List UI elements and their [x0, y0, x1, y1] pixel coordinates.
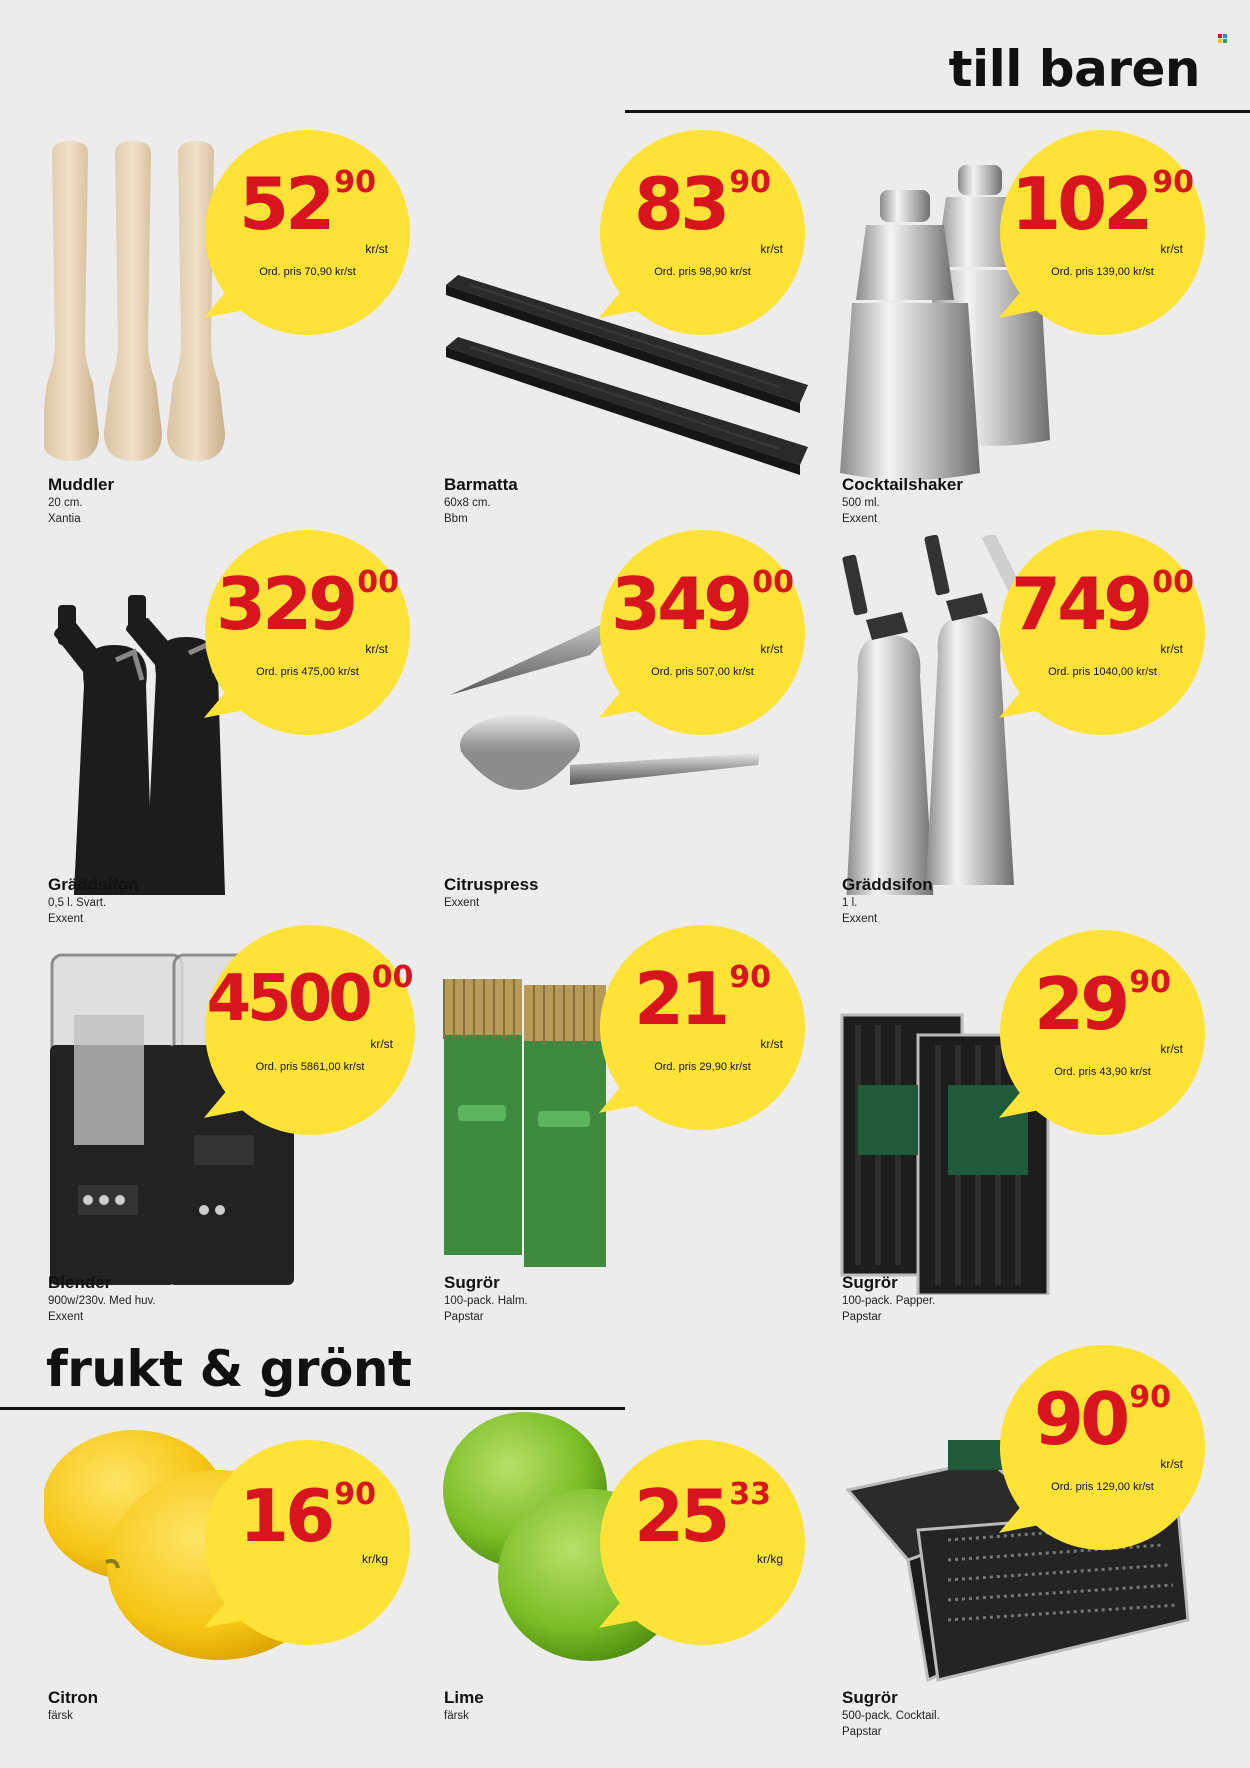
price-cents: 90 — [1129, 1380, 1171, 1415]
product-name: Gräddsifon — [48, 875, 139, 894]
price-unit: kr/kg — [361, 1552, 388, 1566]
product-name: Gräddsifon — [842, 875, 933, 894]
product-name: Muddler — [48, 475, 115, 494]
ordinary-price: Ord. pris 1040,00 kr/st — [1048, 666, 1157, 678]
product-desc: 500 ml. — [842, 497, 880, 509]
product-name: Cocktailshaker — [842, 475, 963, 494]
price-unit: kr/st — [1160, 242, 1183, 256]
product-name: Citruspress — [444, 875, 539, 894]
ordinary-price: Ord. pris 475,00 kr/st — [256, 666, 359, 678]
product-desc: färsk — [444, 1710, 469, 1722]
product-brand: Exxent — [842, 513, 878, 525]
price-bubble-sugror-papper — [1000, 930, 1205, 1135]
product-desc: färsk — [48, 1710, 73, 1722]
section-title-fruit: frukt & grönt — [46, 1340, 412, 1398]
price-bubble-graddsifon-steel — [1000, 530, 1205, 735]
price-bubble-cocktailshaker — [1000, 130, 1205, 335]
product-brand: Papstar — [842, 1311, 882, 1323]
product-brand: Papstar — [842, 1726, 882, 1738]
price-bubble-citron — [205, 1440, 410, 1645]
price-bubble-muddler — [205, 130, 410, 335]
price-bubble-lime — [600, 1440, 805, 1645]
price-main: 16 — [239, 1474, 332, 1558]
ordinary-price: Ord. pris 70,90 kr/st — [259, 266, 356, 278]
product-desc: 0,5 l. Svart. — [48, 897, 107, 909]
price-main: 749 — [1010, 562, 1150, 646]
price-cents: 90 — [729, 960, 771, 995]
price-cents: 90 — [334, 165, 376, 200]
product-desc: 1 l. — [842, 897, 858, 909]
price-main: 83 — [634, 162, 727, 246]
price-main: 21 — [634, 957, 727, 1041]
ordinary-price: Ord. pris 5861,00 kr/st — [255, 1061, 365, 1073]
price-bubble-barmatta — [600, 130, 805, 335]
product-desc: 900w/230v. Med huv. — [48, 1295, 156, 1307]
ordinary-price: Ord. pris 43,90 kr/st — [1054, 1066, 1151, 1078]
price-bubble-sugror-halm — [600, 925, 805, 1130]
product-desc: Exxent — [444, 897, 480, 909]
product-brand: Exxent — [48, 1311, 84, 1323]
price-cents: 90 — [334, 1477, 376, 1512]
price-unit: kr/st — [760, 1037, 783, 1051]
price-cents: 90 — [1152, 165, 1195, 200]
price-unit: kr/st — [760, 642, 783, 656]
product-name: Sugrör — [444, 1273, 500, 1292]
product-name: Lime — [444, 1688, 484, 1707]
ordinary-price: Ord. pris 139,00 kr/st — [1051, 266, 1154, 278]
price-unit: kr/st — [365, 242, 388, 256]
ordinary-price: Ord. pris 129,00 kr/st — [1051, 1481, 1154, 1493]
price-bubble-graddsifon-black — [205, 530, 410, 735]
product-name: Barmatta — [444, 475, 518, 494]
price-cents: 00 — [1152, 565, 1195, 600]
price-main: 25 — [634, 1474, 727, 1558]
price-bubble-sugror-cocktail — [1000, 1345, 1205, 1550]
ordinary-price: Ord. pris 98,90 kr/st — [654, 266, 751, 278]
ordinary-price: Ord. pris 507,00 kr/st — [651, 666, 754, 678]
product-desc: 100-pack. Papper. — [842, 1295, 936, 1307]
price-main: 29 — [1034, 962, 1127, 1046]
price-cents: 00 — [752, 565, 795, 600]
product-brand: Papstar — [444, 1311, 484, 1323]
price-unit: kr/st — [365, 642, 388, 656]
price-unit: kr/st — [1160, 1457, 1183, 1471]
section-title-bar: till baren — [948, 40, 1200, 98]
price-cents: 33 — [729, 1477, 771, 1512]
product-desc: 100-pack. Halm. — [444, 1295, 528, 1307]
price-cents: 90 — [729, 165, 771, 200]
product-name: Blender — [48, 1273, 112, 1292]
section-rule-bar — [625, 110, 1250, 113]
price-main: 90 — [1034, 1377, 1127, 1461]
price-unit: kr/st — [1160, 642, 1183, 656]
price-unit: kr/st — [760, 242, 783, 256]
product-brand: Xantia — [48, 513, 81, 525]
price-cents: 90 — [1129, 965, 1171, 1000]
product-brand: Exxent — [48, 913, 84, 925]
product-name: Sugrör — [842, 1273, 898, 1292]
price-main: 349 — [610, 562, 750, 646]
product-desc: 500-pack. Cocktail. — [842, 1710, 940, 1722]
product-desc: 60x8 cm. — [444, 497, 491, 509]
price-unit: kr/st — [370, 1037, 393, 1051]
price-main: 52 — [239, 162, 332, 246]
product-brand: Exxent — [842, 913, 878, 925]
product-name: Sugrör — [842, 1688, 898, 1707]
product-desc: 20 cm. — [48, 497, 83, 509]
price-bubble-citruspress — [600, 530, 805, 735]
brand-logo-icon — [1218, 34, 1227, 43]
price-unit: kr/st — [1160, 1042, 1183, 1056]
price-cents: 00 — [357, 565, 400, 600]
product-brand: Bbm — [444, 513, 468, 525]
product-name: Citron — [48, 1688, 99, 1707]
price-bubble-blender — [205, 925, 415, 1135]
ordinary-price: Ord. pris 29,90 kr/st — [654, 1061, 751, 1073]
price-unit: kr/kg — [756, 1552, 783, 1566]
price-main: 4500 — [206, 962, 369, 1036]
price-cents: 00 — [371, 960, 414, 995]
price-main: 329 — [215, 562, 355, 646]
price-main: 102 — [1010, 162, 1150, 246]
